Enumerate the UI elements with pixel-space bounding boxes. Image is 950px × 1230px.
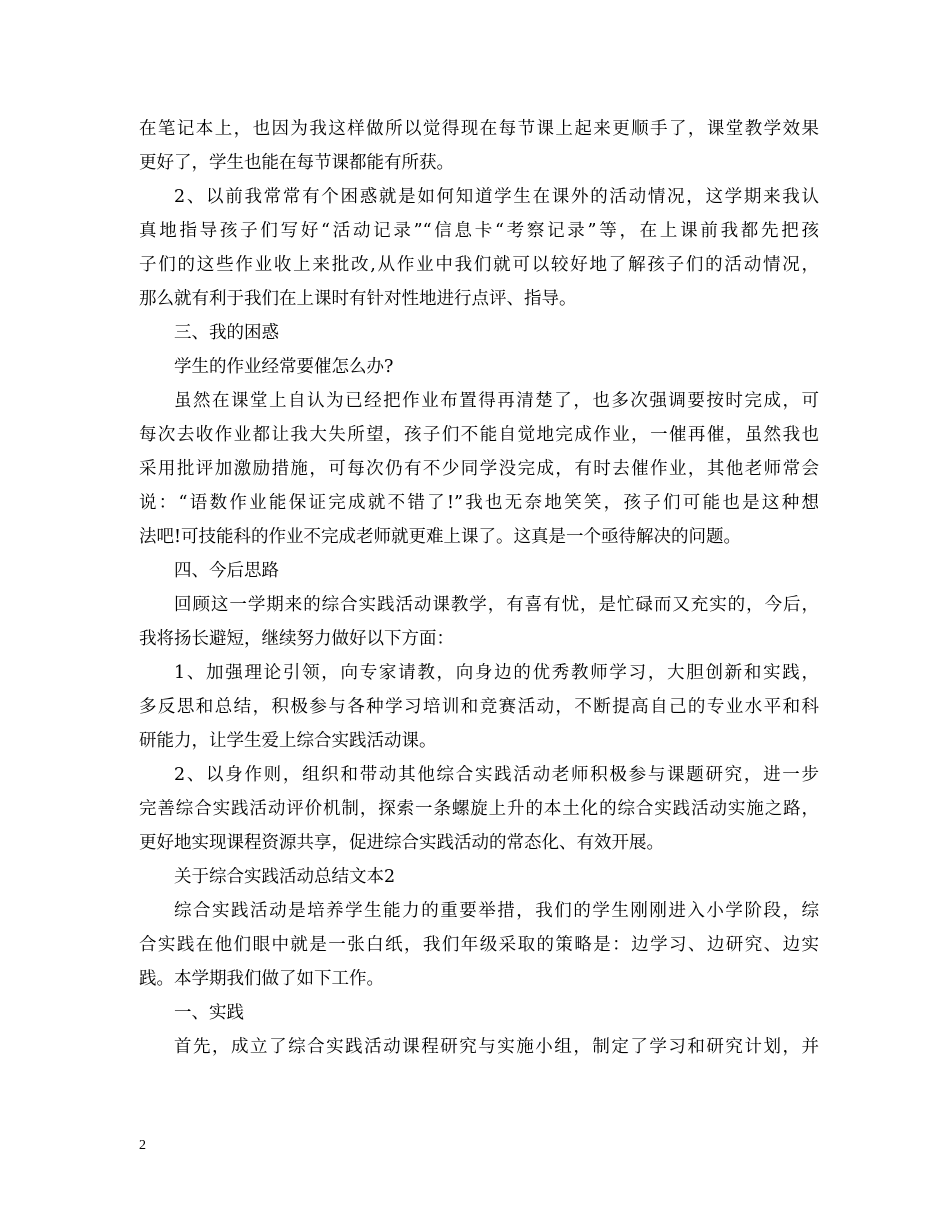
text-line: 说：“语数作业能保证完成就不错了!”我也无奈地笑笑，孩子们可能也是这种想 (139, 493, 819, 513)
text-line: 2、以身作则，组织和带动其他综合实践活动老师积极参与课题研究，进一步 (174, 765, 819, 785)
text-line: 更好地实现课程资源共享，促进综合实践活动的常态化、有效开展。 (139, 833, 664, 853)
text-line: 法吧!可技能科的作业不完成老师就更难上课了。这真是一个亟待解决的问题。 (139, 527, 742, 547)
text-line: 四、今后思路 (174, 561, 279, 581)
document-body (139, 112, 819, 1064)
page-number: 2 (139, 1138, 146, 1153)
text-line: 子们的这些作业收上来批改,从作业中我们就可以较好地了解孩子们的活动情况， (139, 255, 819, 275)
text-line: 践。本学期我们做了如下工作。 (139, 969, 384, 989)
text-line: 2、以前我常常有个困惑就是如何知道学生在课外的活动情况，这学期来我认 (174, 187, 819, 207)
text-line: 1、加强理论引领，向专家请教，向身边的优秀教师学习，大胆创新和实践， (174, 663, 819, 683)
text-line: 我将扬长避短，继续努力做好以下方面： (139, 629, 454, 649)
text-line: 在笔记本上，也因为我这样做所以觉得现在每节课上起来更顺手了，课堂教学效果 (139, 119, 819, 139)
text-line: 一、实践 (174, 1003, 244, 1023)
text-line: 回顾这一学期来的综合实践活动课教学，有喜有忧，是忙碌而又充实的，今后， (174, 595, 819, 615)
text-line: 完善综合实践活动评价机制，探索一条螺旋上升的本土化的综合实践活动实施之路， (139, 799, 819, 819)
text-line: 更好了，学生也能在每节课都能有所获。 (139, 153, 454, 173)
text-line: 每次去收作业都让我大失所望，孩子们不能自觉地完成作业，一催再催，虽然我也 (139, 425, 819, 445)
text-line: 真地指导孩子们写好“活动记录”“信息卡“考察记录”等，在上课前我都先把孩 (139, 221, 819, 241)
text-line: 虽然在课堂上自认为已经把作业布置得再清楚了，也多次强调要按时完成，可 (174, 391, 819, 411)
text-line: 研能力，让学生爱上综合实践活动课。 (139, 731, 437, 751)
text-line: 采用批评加激励措施，可每次仍有不少同学没完成，有时去催作业，其他老师常会 (139, 459, 819, 479)
text-line: 合实践在他们眼中就是一张白纸，我们年级采取的策略是：边学习、边研究、边实 (139, 935, 819, 955)
text-line: 多反思和总结，积极参与各种学习培训和竞赛活动，不断提高自己的专业水平和科 (139, 697, 819, 717)
text-line: 那么就有利于我们在上课时有针对性地进行点评、指导。 (139, 289, 577, 309)
text-line: 首先，成立了综合实践活动课程研究与实施小组，制定了学习和研究计划，并 (174, 1037, 819, 1057)
text-line: 三、我的困惑 (174, 323, 279, 343)
text-line: 关于综合实践活动总结文本2 (174, 867, 396, 887)
text-line: 综合实践活动是培养学生能力的重要举措，我们的学生刚刚进入小学阶段，综 (174, 901, 819, 921)
text-line: 学生的作业经常要催怎么办? (174, 357, 394, 377)
